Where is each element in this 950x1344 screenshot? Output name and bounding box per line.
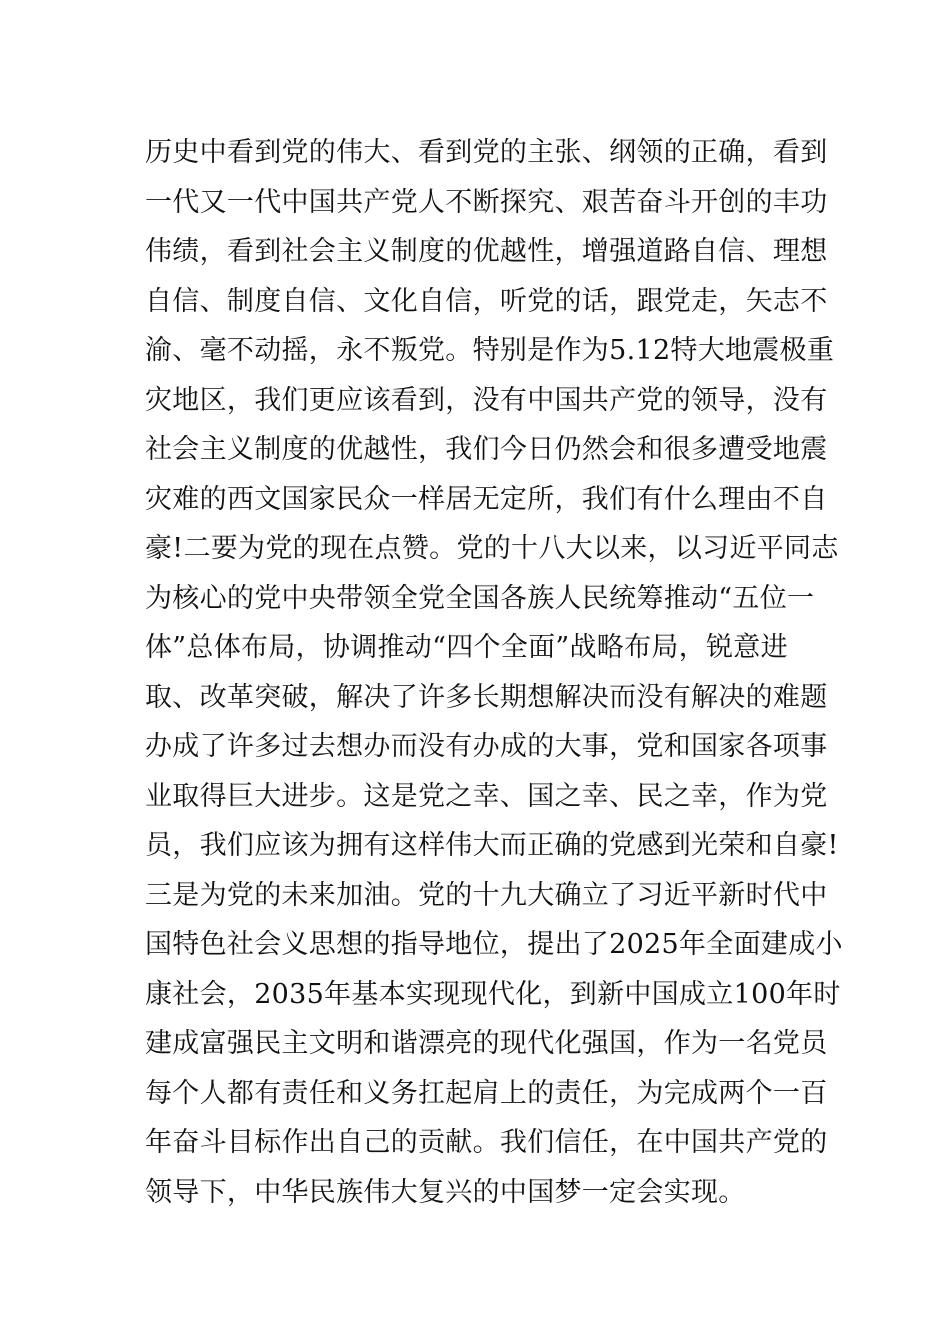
body-paragraph xyxy=(145,128,843,1217)
text-line: 取、改革突破，解决了许多长期想解决而没有解决的难题 xyxy=(145,681,828,713)
text-line: 领导下，中华民族伟大复兴的中国梦一定会实现。 xyxy=(145,1176,746,1208)
text-line: 灾地区，我们更应该看到，没有中国共产党的领导，没有 xyxy=(145,384,828,416)
text-line: 自信、制度自信、文化自信，听党的话，跟党走，矢志不 xyxy=(145,285,828,317)
text-line: 年奋斗目标作出自己的贡献。我们信任，在中国共产党的 xyxy=(145,1127,828,1158)
text-line: 员，我们应该为拥有这样伟大而正确的党感到光荣和自豪! xyxy=(145,830,839,861)
text-line: 办成了许多过去想办而没有办成的大事，党和国家各项事 xyxy=(145,731,828,762)
text-line: 国特色社会义思想的指导地位，提出了2025年全面建成小 xyxy=(145,929,843,960)
text-line: 历史中看到党的伟大、看到党的主张、纲领的正确，看到 xyxy=(145,137,828,168)
text-line: 社会主义制度的优越性，我们今日仍然会和很多遭受地震 xyxy=(145,434,828,465)
text-line: 伟绩，看到社会主义制度的优越性，增强道路自信、理想 xyxy=(145,236,828,267)
text-line: 体”总体布局，协调推动“四个全面”战略布局，锐意进 xyxy=(145,632,788,663)
text-line: 为核心的党中央带领全党全国各族人民统筹推动“五位一 xyxy=(145,582,815,614)
text-line: 建成富强民主文明和谐漂亮的现代化强国，作为一名党员 xyxy=(145,1028,828,1059)
text-line: 渝、毫不动摇，永不叛党。特别是作为5.12特大地震极重 xyxy=(145,335,835,366)
text-line: 三是为党的未来加油。党的十九大确立了习近平新时代中 xyxy=(145,879,828,911)
text-line: 康社会，2035年基本实现现代化，到新中国成立100年时 xyxy=(145,978,841,1010)
text-line: 每个人都有责任和义务扛起肩上的责任，为完成两个一百 xyxy=(145,1077,828,1109)
text-line: 灾难的西文国家民众一样居无定所，我们有什么理由不自 xyxy=(145,483,828,515)
text-line: 一代又一代中国共产党人不断探究、艰苦奋斗开创的丰功 xyxy=(145,186,828,218)
text-line: 业取得巨大进步。这是党之幸、国之幸、民之幸，作为党 xyxy=(145,780,828,812)
text-line: 豪!二要为党的现在点赞。党的十八大以来，以习近平同志 xyxy=(145,533,839,564)
